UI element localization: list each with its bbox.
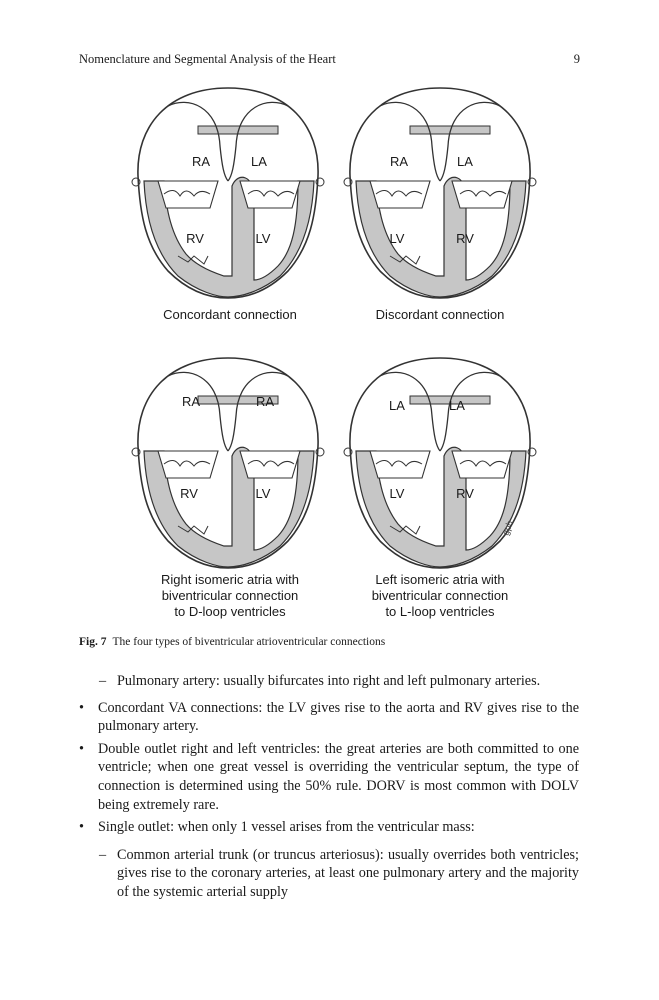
bullet-marker: •: [79, 740, 84, 757]
figure-caption: [79, 636, 579, 648]
panel1-upper-left-label: RA: [191, 154, 211, 169]
page-number: 9: [573, 52, 580, 66]
list-item-text: Common arterial trunk (or truncus arteriosus): usually overrides both ventricles; gives rise to the coronary arteries, at least one pulmonary artery and the majority of the systemic arterial supply: [117, 846, 579, 900]
panel4-upper-left-label: LA: [389, 398, 405, 413]
panel1-caption: Concordant connection: [163, 307, 297, 322]
panel3-lower-left-label: RV: [180, 486, 198, 501]
panel2-upper-right-label: LA: [457, 154, 473, 169]
panel3-upper-left-label: RA: [181, 394, 201, 409]
figure-7: [100, 86, 560, 626]
panel3-caption: Right isomeric atria with biventricular connection to D-loop ventricles: [161, 572, 299, 619]
list-item-text: Double outlet right and left ventricles: the great arteries are both committed to one ventricle; when one great vessel is overriding the ventricular septum, the type of connection is determined using the 50% rule. DORV is most common with DOLV being extremely rare.: [98, 740, 579, 813]
panel4-upper-right-label: LA: [449, 398, 465, 413]
panel4-lower-right-label: RV: [456, 486, 474, 501]
list-item: [79, 846, 579, 902]
running-header: [79, 52, 580, 70]
dash-marker: –: [99, 673, 107, 689]
list-item-text: Single outlet: when only 1 vessel arises from the ventricular mass:: [98, 819, 475, 836]
dash-marker: –: [99, 846, 107, 863]
panel4-caption: Left isomeric atria with biventricular connection to L-loop ventricles: [371, 572, 509, 619]
panel1-lower-left-label: RV: [186, 231, 204, 246]
heart-diagrams: [100, 86, 560, 626]
panel2-upper-left-label: RA: [389, 154, 409, 169]
panel1-lower-right-label: LV: [255, 231, 271, 246]
panel4-lower-left-label: LV: [389, 486, 405, 501]
panel1-upper-right-label: LA: [251, 154, 267, 169]
list-item: [79, 740, 579, 814]
figure-caption-text: The four types of biventricular atrioventricular connections: [112, 636, 386, 648]
running-title: Nomenclature and Segmental Analysis of the Heart: [79, 52, 336, 66]
panel2-lower-left-label: LV: [389, 231, 405, 246]
list-item-text: Concordant VA connections: the LV gives rise to the aorta and RV gives rise to the pulmonary artery.: [98, 699, 579, 735]
list-item: [79, 672, 579, 691]
body-text: [79, 672, 579, 902]
figure-label: Fig. 7: [79, 636, 107, 648]
list-item: [79, 818, 579, 837]
svg-text:gph: gph: [500, 519, 516, 537]
panel2-caption: Discordant connection: [375, 307, 505, 322]
bullet-marker: •: [79, 819, 84, 836]
panel3-lower-right-label: LV: [255, 486, 271, 501]
list-item: [79, 699, 579, 736]
bullet-marker: •: [79, 699, 84, 716]
list-item-text: Pulmonary artery: usually bifurcates into right and left pulmonary arteries.: [117, 673, 541, 689]
panel3-upper-right-label: RA: [255, 394, 275, 409]
panel2-lower-right-label: RV: [456, 231, 474, 246]
